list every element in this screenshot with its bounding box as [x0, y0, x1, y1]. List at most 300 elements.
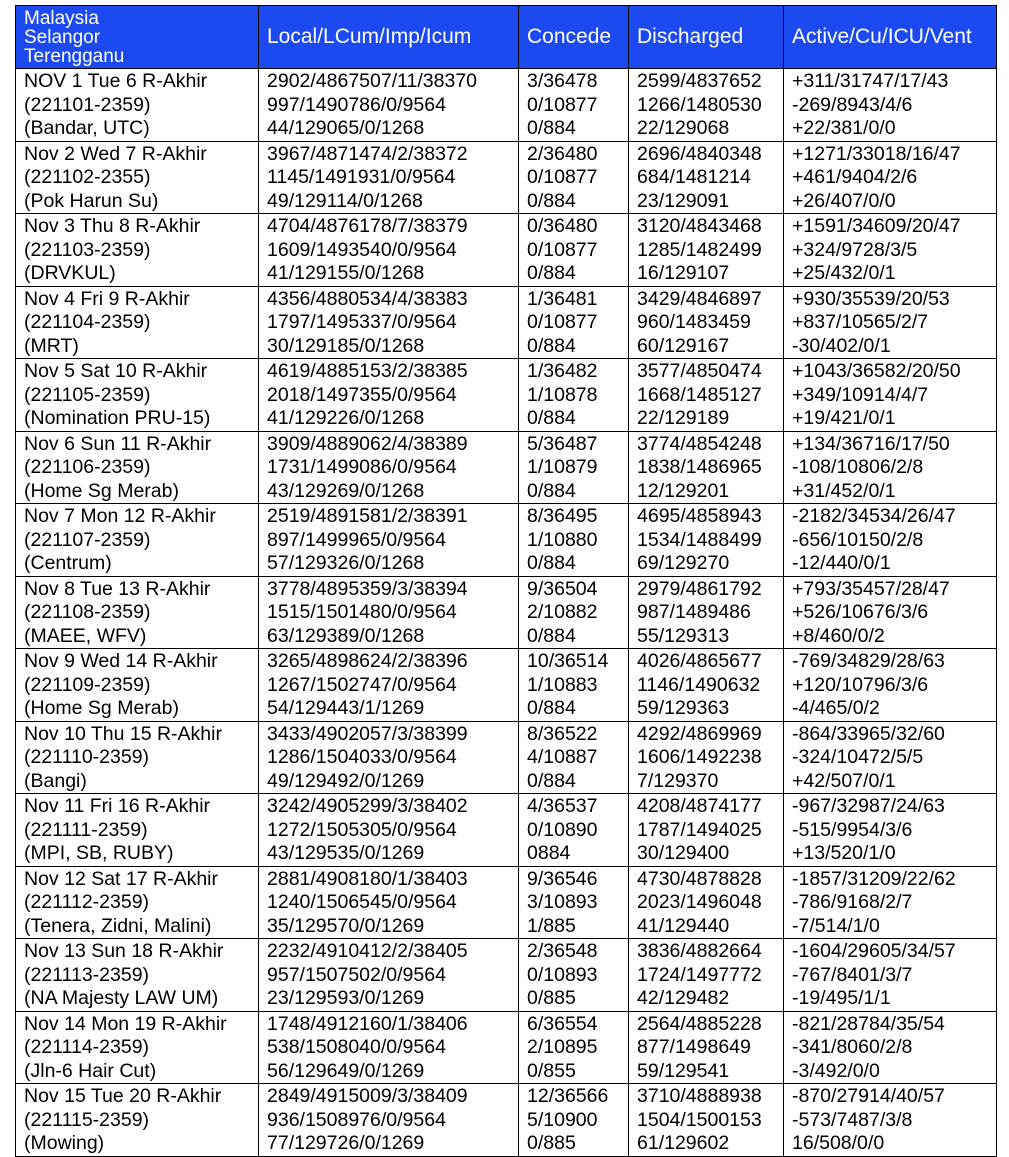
discharged-cell-line: 1266/1480530	[637, 93, 762, 116]
header-active: Active/Cu/ICU/Vent	[784, 6, 997, 69]
concede-cell-line: 5/10900	[527, 1108, 598, 1131]
concede-cell-line: 1/885	[527, 914, 576, 937]
local-cell-line: 43/129535/0/1269	[267, 842, 425, 864]
table-body	[16, 69, 997, 1157]
concede-cell	[519, 721, 629, 794]
local-cell-line: 1267/1502747/0/9564	[267, 673, 457, 696]
date-cell-line: (221114-2359)	[24, 1036, 150, 1058]
date-cell-line: (221108-2359)	[24, 601, 151, 623]
table-row	[16, 1084, 997, 1157]
table-header-row	[16, 6, 997, 69]
concede-cell	[519, 866, 629, 939]
covid-stats-table	[15, 5, 997, 1157]
date-cell	[16, 431, 259, 504]
local-cell-line: 4619/4885153/2/38385	[267, 360, 468, 382]
concede-cell-line: 9/36504	[527, 577, 598, 600]
active-cell-line: +26/407/0/0	[792, 189, 896, 212]
active-cell-line: +1271/33018/16/47	[792, 142, 961, 165]
active-cell	[784, 721, 997, 794]
local-cell	[259, 214, 519, 287]
local-cell-line: 2232/4910412/2/38405	[267, 940, 468, 962]
active-cell	[784, 649, 997, 722]
date-cell-line: (Home Sg Merab)	[24, 697, 179, 719]
concede-cell-line: 12/36566	[527, 1085, 609, 1107]
active-cell-line: +19/421/0/1	[792, 407, 896, 429]
local-cell-line: 1515/1501480/0/9564	[267, 601, 457, 623]
date-cell-line: (221106-2359)	[24, 456, 151, 478]
discharged-cell	[629, 359, 784, 432]
discharged-cell-line: 1534/1488499	[637, 528, 762, 551]
date-cell	[16, 359, 259, 432]
discharged-cell-line: 3774/4854248	[637, 432, 762, 455]
concede-cell	[519, 359, 629, 432]
discharged-cell-line: 22/129068	[637, 117, 730, 139]
local-cell-line: 1609/1493540/0/9564	[267, 238, 457, 261]
concede-cell-line: 0/885	[527, 1132, 576, 1154]
concede-cell-line: 2/10882	[527, 601, 598, 623]
discharged-cell-line: 2979/4861792	[637, 577, 762, 600]
local-cell-line: 3778/4895359/3/38394	[267, 577, 468, 600]
local-cell-line: 1731/1499086/0/9564	[267, 456, 457, 478]
active-cell	[784, 504, 997, 577]
concede-cell-line: 1/10883	[527, 673, 598, 696]
discharged-cell-line: 4292/4869969	[637, 722, 762, 745]
concede-cell	[519, 1011, 629, 1084]
table-row	[16, 649, 997, 722]
local-cell-line: 57/129326/0/1268	[267, 552, 425, 574]
local-cell-line: 54/129443/1/1269	[267, 697, 425, 719]
active-cell-line: +13/520/1/0	[792, 842, 896, 864]
table-row	[16, 939, 997, 1012]
date-cell	[16, 214, 259, 287]
concede-cell-line: 0/884	[527, 117, 576, 139]
concede-cell-line: 0/10877	[527, 311, 598, 333]
local-cell	[259, 141, 519, 214]
date-cell-line: (Bandar, UTC)	[24, 117, 150, 139]
discharged-cell-line: 59/129363	[637, 697, 730, 719]
date-cell	[16, 69, 259, 142]
date-cell-line: (Centrum)	[24, 552, 112, 574]
local-cell-line: 897/1499965/0/9564	[267, 528, 446, 551]
concede-cell-line: 2/10895	[527, 1036, 598, 1058]
header-discharged: Discharged	[629, 6, 784, 69]
concede-cell-line: 0/884	[527, 624, 576, 647]
date-cell-line: (Pok Harun Su)	[24, 189, 159, 212]
table-row	[16, 431, 997, 504]
local-cell-line: 2519/4891581/2/38391	[267, 505, 468, 527]
concede-cell-line: 1/36481	[527, 287, 598, 310]
active-cell-line: -656/10150/2/8	[792, 528, 924, 551]
active-cell-line: +134/36716/17/50	[792, 432, 950, 455]
header-region-line: Malaysia	[24, 7, 99, 29]
concede-cell-line: 5/36487	[527, 432, 598, 455]
discharged-cell-line: 4026/4865677	[637, 650, 762, 672]
discharged-cell-line: 4695/4858943	[637, 505, 762, 527]
local-cell-line: 1145/1491931/0/9564	[267, 166, 456, 188]
discharged-cell-line: 987/1489486	[637, 601, 751, 623]
date-cell-line: (221107-2359)	[24, 528, 151, 551]
active-cell-line: +1591/34609/20/47	[792, 215, 961, 237]
discharged-cell-line: 30/129400	[637, 842, 730, 864]
active-cell-line: -767/8401/3/7	[792, 963, 913, 986]
date-cell-line: (MPI, SB, RUBY)	[24, 842, 174, 864]
date-cell-line: Nov 7 Mon 12 R-Akhir	[24, 505, 216, 527]
active-cell-line: -3/492/0/0	[792, 1059, 880, 1082]
active-cell-line: +349/10914/4/7	[792, 383, 929, 406]
local-cell	[259, 504, 519, 577]
local-cell-line: 63/129389/0/1268	[267, 624, 425, 647]
active-cell-line: +311/31747/17/43	[792, 70, 949, 92]
table-row	[16, 576, 997, 649]
discharged-cell-line: 59/129541	[637, 1059, 730, 1082]
header-region-line: Selangor	[24, 26, 101, 48]
concede-cell-line: 0/36480	[527, 215, 598, 237]
local-cell-line: 1272/1505305/0/9564	[267, 818, 457, 841]
discharged-cell	[629, 576, 784, 649]
date-cell-line: (Mowing)	[24, 1132, 105, 1154]
table-row	[16, 1011, 997, 1084]
date-cell-line: Nov 3 Thu 8 R-Akhir	[24, 215, 201, 237]
active-cell-line: +31/452/0/1	[792, 479, 896, 502]
date-cell-line: Nov 5 Sat 10 R-Akhir	[24, 360, 208, 382]
local-cell-line: 2902/4867507/11/38370	[267, 70, 478, 92]
date-cell	[16, 141, 259, 214]
concede-cell-line: 0/884	[527, 697, 576, 719]
discharged-cell-line: 2696/4840348	[637, 142, 762, 165]
active-cell	[784, 1084, 997, 1157]
concede-cell-line: 8/36522	[527, 722, 598, 745]
discharged-cell-line: 3836/4882664	[637, 940, 762, 962]
discharged-cell-line: 2564/4885228	[637, 1012, 762, 1035]
date-cell-line: (221101-2359)	[24, 93, 151, 116]
local-cell-line: 1286/1504033/0/9564	[267, 746, 457, 768]
active-cell	[784, 359, 997, 432]
local-cell-line: 43/129269/0/1268	[267, 479, 425, 502]
active-cell-line: +1043/36582/20/50	[792, 360, 961, 382]
active-cell	[784, 939, 997, 1012]
discharged-cell-line: 1504/1500153	[637, 1108, 762, 1131]
concede-cell-line: 0884	[527, 842, 571, 864]
date-cell-line: (221102-2355)	[24, 166, 151, 188]
local-cell	[259, 1011, 519, 1084]
date-cell-line: (221112-2359)	[24, 891, 150, 913]
date-cell	[16, 939, 259, 1012]
concede-cell	[519, 649, 629, 722]
discharged-cell-line: 877/1498649	[637, 1036, 751, 1058]
discharged-cell-line: 16/129107	[637, 262, 730, 284]
local-cell	[259, 431, 519, 504]
active-cell-line: +8/460/0/2	[792, 624, 885, 647]
active-cell-line: +324/9728/3/5	[792, 238, 918, 261]
concede-cell-line: 3/36478	[527, 70, 598, 92]
concede-cell-line: 2/36548	[527, 940, 598, 962]
discharged-cell-line: 2599/4837652	[637, 70, 762, 92]
table-row	[16, 504, 997, 577]
active-cell-line: +120/10796/3/6	[792, 673, 929, 696]
active-cell	[784, 286, 997, 359]
discharged-cell-line: 60/129167	[637, 334, 730, 357]
active-cell-line: -967/32987/24/63	[792, 795, 945, 817]
concede-cell-line: 0/855	[527, 1059, 576, 1082]
date-cell-line: Nov 15 Tue 20 R-Akhir	[24, 1085, 222, 1107]
active-cell-line: +930/35539/20/53	[792, 287, 950, 310]
active-cell-line: -1604/29605/34/57	[792, 940, 956, 962]
discharged-cell	[629, 939, 784, 1012]
date-cell-line: (221111-2359)	[24, 818, 148, 841]
concede-cell	[519, 431, 629, 504]
discharged-cell-line: 4208/4874177	[637, 795, 762, 817]
local-cell-line: 538/1508040/0/9564	[267, 1036, 446, 1058]
active-cell	[784, 141, 997, 214]
date-cell-line: Nov 6 Sun 11 R-Akhir	[24, 432, 212, 455]
date-cell-line: (Jln-6 Hair Cut)	[24, 1059, 157, 1082]
discharged-cell-line: 3577/4850474	[637, 360, 762, 382]
discharged-cell-line: 3120/4843468	[637, 215, 762, 237]
discharged-cell-line: 1724/1497772	[637, 963, 762, 986]
discharged-cell	[629, 214, 784, 287]
local-cell-line: 1797/1495337/0/9564	[267, 311, 457, 333]
local-cell	[259, 649, 519, 722]
discharged-cell-line: 1606/1492238	[637, 746, 762, 768]
date-cell	[16, 1011, 259, 1084]
discharged-cell	[629, 431, 784, 504]
active-cell	[784, 431, 997, 504]
date-cell	[16, 286, 259, 359]
concede-cell-line: 0/884	[527, 262, 576, 284]
date-cell-line: (MAEE, WFV)	[24, 624, 147, 647]
concede-cell-line: 0/10890	[527, 818, 598, 841]
active-cell-line: -515/9954/3/6	[792, 818, 913, 841]
active-cell-line: -2182/34534/26/47	[792, 505, 956, 527]
table-row	[16, 359, 997, 432]
concede-cell-line: 0/884	[527, 407, 576, 429]
local-cell-line: 56/129649/0/1269	[267, 1059, 425, 1082]
concede-cell-line: 6/36554	[527, 1012, 598, 1035]
date-cell-line: NOV 1 Tue 6 R-Akhir	[24, 70, 208, 92]
discharged-cell-line: 4730/4878828	[637, 867, 762, 890]
date-cell-line: (221115-2359)	[24, 1108, 150, 1131]
active-cell-line: -4/465/0/2	[792, 697, 880, 719]
concede-cell-line: 10/36514	[527, 650, 609, 672]
active-cell-line: -769/34829/28/63	[792, 650, 945, 672]
concede-cell-line: 0/884	[527, 769, 576, 792]
discharged-cell	[629, 504, 784, 577]
local-cell-line: 3967/4871474/2/38372	[267, 142, 468, 165]
local-cell-line: 936/1508976/0/9564	[267, 1108, 446, 1131]
discharged-cell-line: 55/129313	[637, 624, 730, 647]
discharged-cell	[629, 1084, 784, 1157]
discharged-cell-line: 3710/4888938	[637, 1085, 762, 1107]
date-cell-line: (Nomination PRU-15)	[24, 407, 211, 429]
concede-cell-line: 1/10880	[527, 528, 598, 551]
concede-cell-line: 0/10893	[527, 963, 598, 986]
concede-cell-line: 3/10893	[527, 891, 598, 913]
date-cell-line: Nov 10 Thu 15 R-Akhir	[24, 722, 222, 745]
local-cell	[259, 69, 519, 142]
concede-cell-line: 1/10879	[527, 456, 598, 478]
active-cell-line: -821/28784/35/54	[792, 1012, 945, 1035]
local-cell-line: 957/1507502/0/9564	[267, 963, 446, 986]
concede-cell-line: 2/36480	[527, 142, 598, 165]
header-concede: Concede	[519, 6, 629, 69]
date-cell	[16, 504, 259, 577]
discharged-cell-line: 1838/1486965	[637, 456, 762, 478]
discharged-cell-line: 61/129602	[637, 1132, 730, 1154]
date-cell	[16, 866, 259, 939]
table-row	[16, 286, 997, 359]
date-cell-line: Nov 2 Wed 7 R-Akhir	[24, 142, 207, 165]
active-cell-line: 16/508/0/0	[792, 1132, 885, 1154]
active-cell-line: -108/10806/2/8	[792, 456, 924, 478]
active-cell-line: +461/9404/2/6	[792, 166, 918, 188]
local-cell	[259, 359, 519, 432]
table-row	[16, 141, 997, 214]
active-cell-line: -12/440/0/1	[792, 552, 891, 574]
active-cell-line: -786/9168/2/7	[792, 891, 913, 913]
discharged-cell	[629, 1011, 784, 1084]
active-cell-line: -864/33965/32/60	[792, 722, 945, 745]
local-cell-line: 44/129065/0/1268	[267, 117, 425, 139]
active-cell-line: +25/432/0/1	[792, 262, 896, 284]
active-cell	[784, 1011, 997, 1084]
date-cell	[16, 576, 259, 649]
date-cell	[16, 721, 259, 794]
date-cell-line: Nov 9 Wed 14 R-Akhir	[24, 650, 218, 672]
discharged-cell-line: 22/129189	[637, 407, 730, 429]
date-cell-line: (DRVKUL)	[24, 262, 116, 284]
discharged-cell	[629, 141, 784, 214]
date-cell-line: (221109-2359)	[24, 673, 151, 696]
discharged-cell-line: 1668/1485127	[637, 383, 762, 406]
date-cell-line: (221103-2359)	[24, 238, 151, 261]
discharged-cell	[629, 286, 784, 359]
concede-cell	[519, 1084, 629, 1157]
active-cell	[784, 69, 997, 142]
concede-cell-line: 0/884	[527, 552, 576, 574]
discharged-cell-line: 69/129270	[637, 552, 730, 574]
local-cell-line: 997/1490786/0/9564	[267, 93, 446, 116]
local-cell-line: 41/129226/0/1268	[267, 407, 425, 429]
active-cell-line: -1857/31209/22/62	[792, 867, 956, 890]
table-row	[16, 721, 997, 794]
active-cell-line: -19/495/1/1	[792, 987, 891, 1009]
date-cell-line: (221110-2359)	[24, 746, 150, 768]
active-cell-line: -324/10472/5/5	[792, 746, 924, 768]
active-cell-line: +837/10565/2/7	[792, 311, 929, 333]
table-row	[16, 866, 997, 939]
concede-cell-line: 0/10877	[527, 93, 598, 116]
concede-cell-line: 9/36546	[527, 867, 598, 890]
date-cell-line: (Home Sg Merab)	[24, 479, 179, 502]
header-region	[16, 6, 259, 69]
local-cell-line: 49/129114/0/1268	[267, 189, 423, 212]
concede-cell-line: 0/10877	[527, 238, 598, 261]
date-cell-line: Nov 4 Fri 9 R-Akhir	[24, 287, 190, 310]
date-cell-line: (Tenera, Zidni, Malini)	[24, 914, 212, 937]
discharged-cell-line: 684/1481214	[637, 166, 751, 188]
discharged-cell-line: 960/1483459	[637, 311, 751, 333]
local-cell	[259, 794, 519, 867]
header-local: Local/LCum/Imp/Icum	[259, 6, 519, 69]
date-cell	[16, 649, 259, 722]
table-row	[16, 214, 997, 287]
local-cell-line: 77/129726/0/1269	[267, 1132, 425, 1154]
date-cell-line: Nov 14 Mon 19 R-Akhir	[24, 1012, 227, 1035]
discharged-cell	[629, 866, 784, 939]
active-cell	[784, 866, 997, 939]
concede-cell-line: 0/10877	[527, 166, 598, 188]
discharged-cell-line: 12/129201	[637, 479, 730, 502]
date-cell-line: Nov 11 Fri 16 R-Akhir	[24, 795, 211, 817]
discharged-cell	[629, 69, 784, 142]
concede-cell	[519, 141, 629, 214]
local-cell	[259, 286, 519, 359]
local-cell-line: 3909/4889062/4/38389	[267, 432, 468, 455]
discharged-cell	[629, 649, 784, 722]
active-cell-line: -870/27914/40/57	[792, 1085, 945, 1107]
local-cell-line: 30/129185/0/1268	[267, 334, 425, 357]
local-cell-line: 3265/4898624/2/38396	[267, 650, 468, 672]
table-row	[16, 794, 997, 867]
local-cell	[259, 576, 519, 649]
local-cell-line: 2881/4908180/1/38403	[267, 867, 468, 890]
active-cell	[784, 576, 997, 649]
concede-cell-line: 1/36482	[527, 360, 598, 382]
discharged-cell-line: 7/129370	[637, 769, 719, 792]
date-cell-line: (NA Majesty LAW UM)	[24, 987, 219, 1009]
discharged-cell	[629, 721, 784, 794]
local-cell-line: 49/129492/0/1269	[267, 769, 425, 792]
active-cell-line: -30/402/0/1	[792, 334, 891, 357]
concede-cell-line: 0/884	[527, 189, 576, 212]
date-cell-line: (Bangi)	[24, 769, 87, 792]
local-cell	[259, 1084, 519, 1157]
discharged-cell-line: 1285/1482499	[637, 238, 762, 261]
local-cell-line: 2849/4915009/3/38409	[267, 1085, 468, 1107]
discharged-cell-line: 3429/4846897	[637, 287, 762, 310]
concede-cell	[519, 69, 629, 142]
discharged-cell-line: 42/129482	[637, 987, 730, 1009]
concede-cell-line: 8/36495	[527, 505, 598, 527]
local-cell-line: 3433/4902057/3/38399	[267, 722, 468, 745]
discharged-cell-line: 23/129091	[637, 189, 730, 212]
date-cell-line: Nov 8 Tue 13 R-Akhir	[24, 577, 211, 600]
date-cell-line: (MRT)	[24, 334, 79, 357]
discharged-cell-line: 1787/1494025	[637, 818, 762, 841]
active-cell-line: +42/507/0/1	[792, 769, 896, 792]
active-cell-line: -341/8060/2/8	[792, 1036, 913, 1058]
concede-cell-line: 4/36537	[527, 795, 598, 817]
local-cell-line: 4356/4880534/4/38383	[267, 287, 468, 310]
local-cell	[259, 866, 519, 939]
concede-cell	[519, 939, 629, 1012]
discharged-cell-line: 2023/1496048	[637, 891, 762, 913]
concede-cell	[519, 286, 629, 359]
concede-cell-line: 1/10878	[527, 383, 598, 406]
concede-cell	[519, 214, 629, 287]
local-cell-line: 4704/4876178/7/38379	[267, 215, 468, 237]
date-cell-line: Nov 13 Sun 18 R-Akhir	[24, 940, 224, 962]
active-cell-line: -573/7487/3/8	[792, 1108, 913, 1131]
active-cell-line: +793/35457/28/47	[792, 577, 950, 600]
local-cell-line: 23/129593/0/1269	[267, 987, 425, 1009]
local-cell-line: 41/129155/0/1268	[267, 262, 425, 284]
concede-cell	[519, 504, 629, 577]
local-cell-line: 2018/1497355/0/9564	[267, 383, 457, 406]
concede-cell-line: 0/884	[527, 479, 576, 502]
active-cell	[784, 214, 997, 287]
date-cell-line: Nov 12 Sat 17 R-Akhir	[24, 867, 219, 890]
